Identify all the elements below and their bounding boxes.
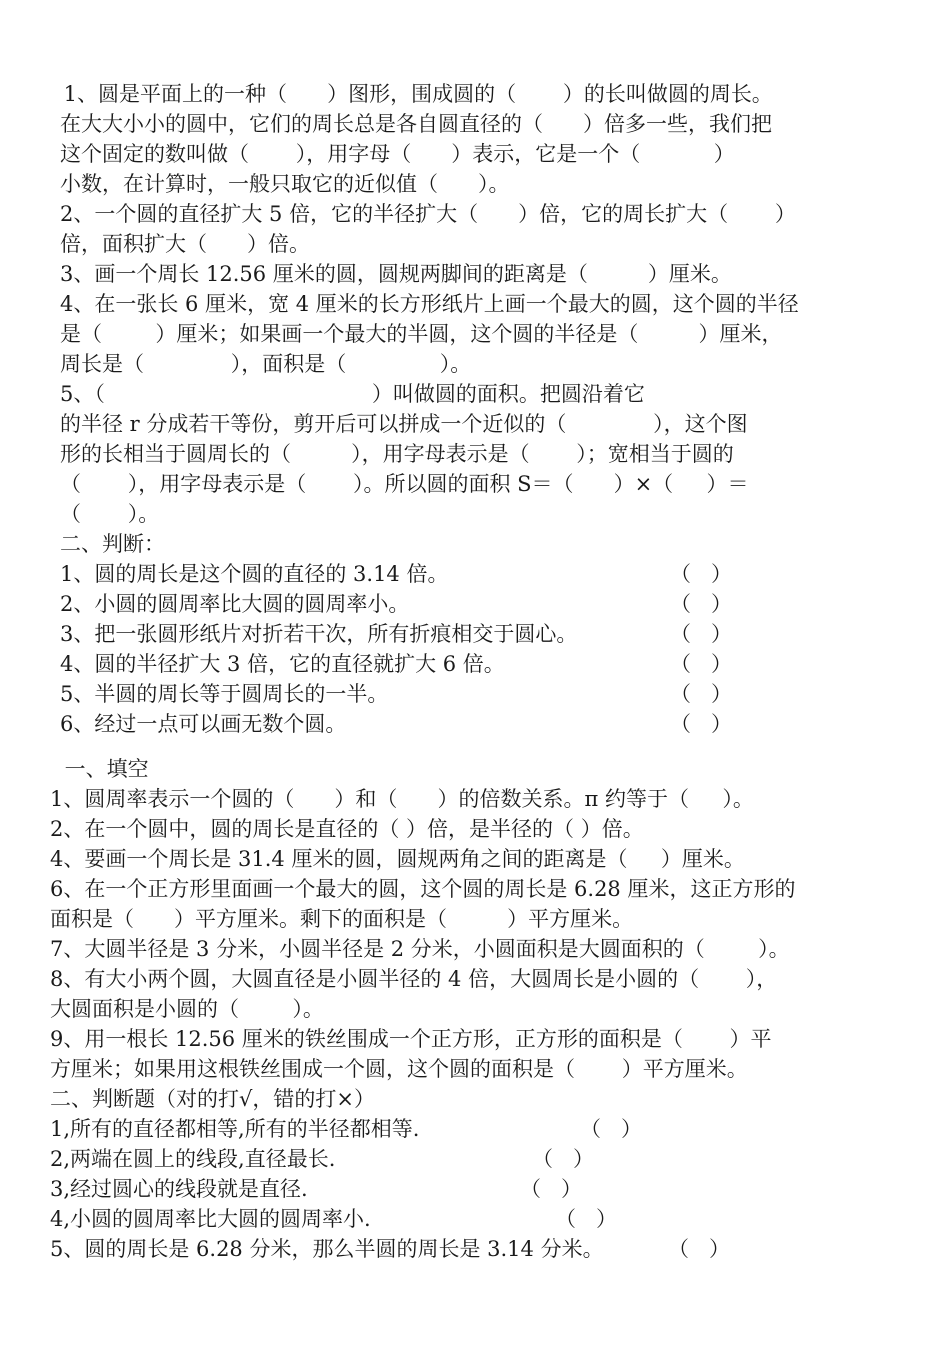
section2-tf-bracket-2[interactable]: （ ） [532,1147,595,1171]
section2-tf-item-4: 4,小圆的圆周率比大圆的圆周率小. [50,1207,371,1231]
section1-line-14: （ ），用字母表示是（ ）。所以圆的面积 S＝（ ）×（ ）＝ [60,472,749,496]
section2-tf-bracket-3[interactable]: （ ） [520,1177,583,1201]
section1-line-6: 倍，面积扩大（ ）倍。 [60,232,311,256]
section2-tf-bracket-5[interactable]: （ ） [668,1237,731,1261]
section1-tf-bracket-5[interactable]: （ ） [670,682,733,706]
section2-line-5: 面积是（ ）平方厘米。剩下的面积是（ ）平方厘米。 [50,907,634,931]
section2-line-2: 2、在一个圆中，圆的周长是直径的（ ）倍，是半径的（ ）倍。 [50,817,644,841]
section1-tf-bracket-4[interactable]: （ ） [670,652,733,676]
section1-line-10: 周长是（ ），面积是（ ）。 [60,352,472,376]
section1-line-4: 小数，在计算时，一般只取它的近似值（ ）。 [60,172,510,196]
section1-line-1: 1、圆是平面上的一种（ ）图形，围成圆的（ ）的长叫做圆的周长。 [57,82,773,106]
section1-line-8: 4、在一张长 6 厘米，宽 4 厘米的长方形纸片上画一个最大的圆，这个圆的半径 [60,292,799,316]
section1-line-12: 的半径 r 分成若干等份，剪开后可以拼成一个近似的（ ），这个图 [60,412,748,436]
section2-tf-bracket-4[interactable]: （ ） [555,1207,618,1231]
section1-line-11: 5、（ ）叫做圆的面积。把圆沿着它 [60,382,645,406]
section1-tf-bracket-1[interactable]: （ ） [670,562,733,586]
section1-tf-item-6: 6、经过一点可以画无数个圆。 [60,712,347,736]
section1-tf-item-4: 4、圆的半径扩大 3 倍，它的直径就扩大 6 倍。 [60,652,505,676]
section1-tf-bracket-2[interactable]: （ ） [670,592,733,616]
section2-line-8: 大圆面积是小圆的（ ）。 [50,997,324,1021]
section1-line-5: 2、一个圆的直径扩大 5 倍，它的半径扩大（ ）倍，它的周长扩大（ ） [60,202,796,226]
section1-line-2: 在大大小小的圆中，它们的周长总是各自圆直径的（ ）倍多一些，我们把 [60,112,773,136]
section2-tf-item-5: 5、圆的周长是 6.28 分米，那么半圆的周长是 3.14 分米。 [50,1237,604,1261]
section1-tf-bracket-3[interactable]: （ ） [670,622,733,646]
section2-tf-heading: 二、判断题（对的打√，错的打×） [50,1087,375,1111]
section2-tf-item-2: 2,两端在圆上的线段,直径最长. [50,1147,336,1171]
section2-line-10: 方厘米；如果用这根铁丝围成一个圆，这个圆的面积是（ ）平方厘米。 [50,1057,748,1081]
section1-tf-item-2: 2、小圆的圆周率比大圆的圆周率小。 [60,592,410,616]
section1-line-3: 这个固定的数叫做（ ），用字母（ ）表示，它是一个（ ） [60,142,735,166]
section1-line-9: 是（ ）厘米；如果画一个最大的半圆，这个圆的半径是（ ）厘米， [60,322,783,346]
section1-tf-heading: 二、判断： [60,532,165,556]
section2-line-7: 8、有大小两个圆，大圆直径是小圆半径的 4 倍，大圆周长是小圆的（ ）， [50,967,778,991]
section2-heading: 一、填空 [58,757,149,781]
section1-line-13: 形的长相当于圆周长的（ ），用字母表示是（ ）；宽相当于圆的 [60,442,734,466]
section2-line-6: 7、大圆半径是 3 分米，小圆半径是 2 分米，小圆面积是大圆面积的（ ）。 [50,937,790,961]
section2-line-3: 4、要画一个周长是 31.4 厘米的圆，圆规两角之间的距离是（ ）厘米。 [50,847,745,871]
section1-tf-item-3: 3、把一张圆形纸片对折若干次，所有折痕相交于圆心。 [60,622,578,646]
section1-tf-item-5: 5、半圆的周长等于圆周长的一半。 [60,682,389,706]
section1-line-7: 3、画一个周长 12.56 厘米的圆，圆规两脚间的距离是（ ）厘米。 [60,262,732,286]
section1-tf-item-1: 1、圆的周长是这个圆的直径的 3.14 倍。 [60,562,449,586]
section1-line-15: （ ）。 [60,502,160,526]
section1-tf-bracket-6[interactable]: （ ） [670,712,733,736]
section2-line-4: 6、在一个正方形里面画一个最大的圆，这个圆的周长是 6.28 厘米，这正方形的 [50,877,796,901]
section2-line-9: 9、用一根长 12.56 厘米的铁丝围成一个正方形，正方形的面积是（ ）平 [50,1027,772,1051]
section2-tf-item-3: 3,经过圆心的线段就是直径. [50,1177,308,1201]
section2-line-1: 1、圆周率表示一个圆的（ ）和（ ）的倍数关系。π 约等于（ ）。 [50,787,754,811]
section2-tf-bracket-1[interactable]: （ ） [580,1117,643,1141]
section2-tf-item-1: 1,所有的直径都相等,所有的半径都相等. [50,1117,420,1141]
